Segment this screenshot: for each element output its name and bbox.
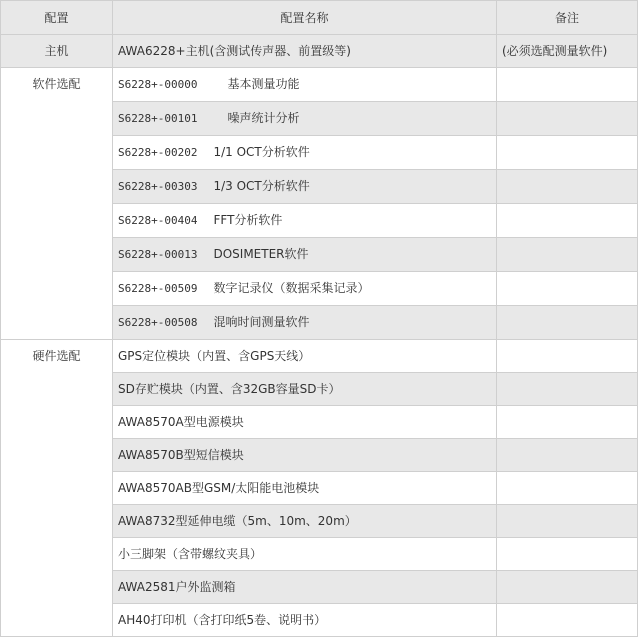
software-item bbox=[113, 170, 497, 204]
software-note bbox=[497, 306, 638, 340]
hardware-note bbox=[497, 439, 638, 472]
software-note bbox=[497, 170, 638, 204]
software-item bbox=[113, 68, 497, 102]
software-code: S6228+-00202 bbox=[118, 146, 198, 159]
main-unit-note: (必须选配测量软件) bbox=[497, 35, 638, 68]
hardware-note bbox=[497, 571, 638, 604]
software-item bbox=[113, 272, 497, 306]
hardware-note bbox=[497, 406, 638, 439]
hardware-note bbox=[497, 373, 638, 406]
software-item bbox=[113, 204, 497, 238]
category-software: 软件选配 bbox=[1, 68, 113, 340]
software-note bbox=[497, 204, 638, 238]
header-note: 备注 bbox=[497, 1, 638, 35]
hardware-note bbox=[497, 340, 638, 373]
hardware-row bbox=[1, 340, 638, 373]
hardware-item: AWA8570A型电源模块 bbox=[113, 406, 497, 439]
hardware-item: SD存贮模块（内置、含32GB容量SD卡） bbox=[113, 373, 497, 406]
header-config-name: 配置名称 bbox=[113, 1, 497, 35]
software-code: S6228+-00303 bbox=[118, 180, 198, 193]
software-note bbox=[497, 136, 638, 170]
category-hardware: 硬件选配 bbox=[1, 340, 113, 637]
software-note bbox=[497, 102, 638, 136]
software-note bbox=[497, 68, 638, 102]
software-row bbox=[1, 68, 638, 102]
software-note bbox=[497, 272, 638, 306]
software-name: 数字记录仪（数据采集记录） bbox=[213, 281, 370, 295]
main-unit-name: AWA6228+主机(含测试传声器、前置级等) bbox=[113, 35, 497, 68]
main-unit-row bbox=[1, 35, 638, 68]
software-item bbox=[113, 238, 497, 272]
header-config: 配置 bbox=[1, 1, 113, 35]
header-row bbox=[1, 1, 638, 35]
software-name: 1/1 OCT分析软件 bbox=[213, 145, 310, 159]
hardware-item: AWA8570B型短信模块 bbox=[113, 439, 497, 472]
hardware-note bbox=[497, 538, 638, 571]
software-name: 1/3 OCT分析软件 bbox=[213, 179, 310, 193]
software-code: S6228+-00404 bbox=[118, 214, 198, 227]
software-name: FFT分析软件 bbox=[213, 213, 283, 227]
software-name: DOSIMETER软件 bbox=[213, 247, 309, 261]
software-code: S6228+-00000 bbox=[118, 78, 198, 91]
software-code: S6228+-00508 bbox=[118, 316, 198, 329]
software-item bbox=[113, 136, 497, 170]
hardware-item: GPS定位模块（内置、含GPS天线） bbox=[113, 340, 497, 373]
software-item bbox=[113, 102, 497, 136]
hardware-item: AH40打印机（含打印纸5卷、说明书） bbox=[113, 604, 497, 637]
software-item bbox=[113, 306, 497, 340]
hardware-item: AWA8570AB型GSM/太阳能电池模块 bbox=[113, 472, 497, 505]
hardware-item: 小三脚架（含带螺纹夹具） bbox=[113, 538, 497, 571]
software-code: S6228+-00101 bbox=[118, 112, 198, 125]
hardware-item: AWA8732型延伸电缆（5m、10m、20m） bbox=[113, 505, 497, 538]
software-code: S6228+-00509 bbox=[118, 282, 198, 295]
software-name: 噪声统计分析 bbox=[227, 111, 300, 125]
hardware-note bbox=[497, 604, 638, 637]
category-main: 主机 bbox=[1, 35, 113, 68]
software-name: 混响时间测量软件 bbox=[213, 315, 310, 329]
software-note bbox=[497, 238, 638, 272]
hardware-item: AWA2581户外监测箱 bbox=[113, 571, 497, 604]
software-code: S6228+-00013 bbox=[118, 248, 198, 261]
hardware-note bbox=[497, 472, 638, 505]
hardware-note bbox=[497, 505, 638, 538]
software-name: 基本测量功能 bbox=[227, 77, 300, 91]
